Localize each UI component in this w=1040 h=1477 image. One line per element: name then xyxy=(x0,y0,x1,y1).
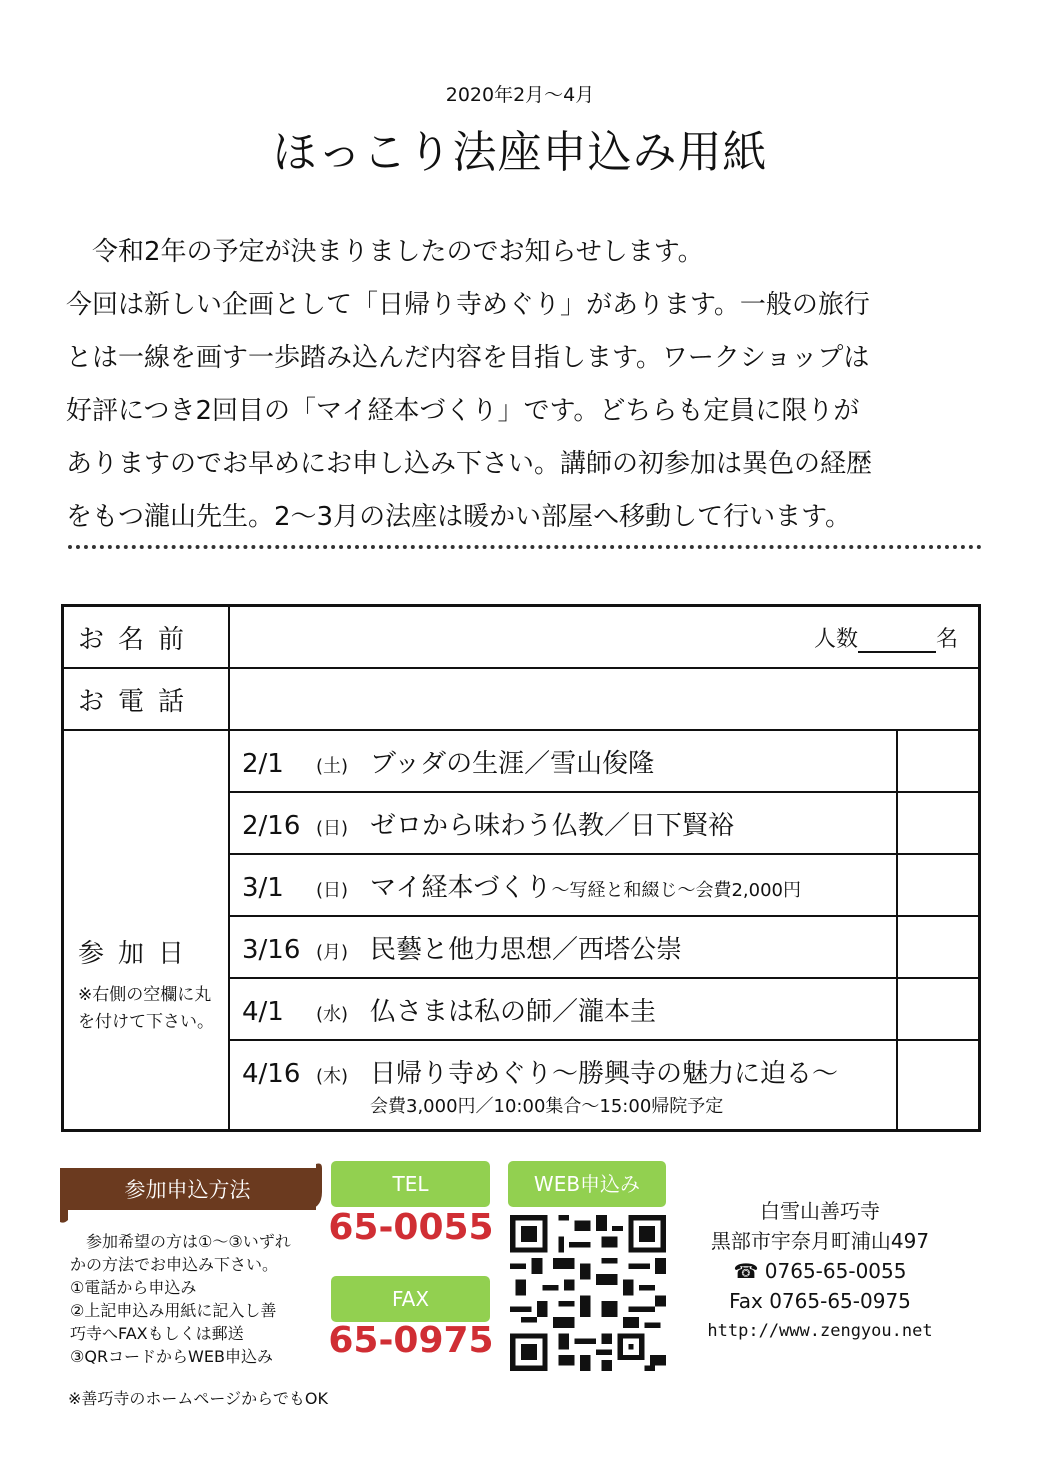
phone-label: お電話 xyxy=(63,668,230,730)
method-instructions xyxy=(70,1230,330,1368)
page-title: ほっこり法座申込み用紙 xyxy=(272,127,768,178)
session-date: 3/1 xyxy=(242,872,284,903)
session-row xyxy=(229,792,897,854)
session-check-box[interactable] xyxy=(897,854,980,916)
date-label: 参加日 xyxy=(78,938,199,969)
session-row xyxy=(229,978,897,1040)
intro-line: 今回は新しい企画として「日帰り寺めぐり」があります。一般の旅行 xyxy=(66,290,870,320)
temple-address: 黒部市宇奈月町浦山497 xyxy=(710,1229,930,1253)
count-field[interactable] xyxy=(858,625,936,653)
session-day: (月) xyxy=(316,941,349,963)
session-title: 仏さまは私の師／瀧本圭 xyxy=(370,996,657,1027)
web-apply-label: WEB申込み xyxy=(508,1161,666,1207)
intro-line: ありますのでお早めにお申し込み下さい。講師の初参加は異色の経歴 xyxy=(66,449,873,479)
session-row xyxy=(229,1040,897,1131)
method-line: ①電話から申込み xyxy=(70,1278,197,1297)
count-unit: 名 xyxy=(935,626,958,652)
temple-name: 白雪山善巧寺 xyxy=(760,1199,880,1223)
fax-number: 65-0975 xyxy=(328,1320,494,1361)
temple-phone[interactable]: ☎ 0765-65-0055 xyxy=(733,1259,907,1283)
session-check-box[interactable] xyxy=(897,730,980,792)
session-day: (土) xyxy=(316,755,349,777)
method-footnote: ※善巧寺のホームページからでもOK xyxy=(68,1389,329,1408)
temple-fax: Fax 0765-65-0975 xyxy=(729,1289,911,1313)
intro-line: とは一線を画す一歩踏み込んだ内容を目指します。ワークショップは xyxy=(66,343,870,373)
session-title: マイ経本づくり xyxy=(370,872,552,903)
date-label-cell xyxy=(63,730,230,1131)
method-line: ③QRコードからWEB申込み xyxy=(70,1347,273,1366)
session-row xyxy=(229,916,897,978)
session-day: (水) xyxy=(316,1003,349,1025)
name-label: お名前 xyxy=(63,606,230,669)
method-line: 参加希望の方は①～③いずれ xyxy=(70,1232,291,1251)
tel-number[interactable]: 65-0055 xyxy=(328,1207,494,1248)
session-title: ブッダの生涯／雪山俊隆 xyxy=(370,748,655,779)
session-date: 4/16 xyxy=(242,1058,301,1089)
session-day: (日) xyxy=(316,879,349,901)
session-day: (日) xyxy=(316,817,349,839)
session-title: ゼロから味わう仏教／日下賢裕 xyxy=(370,810,735,841)
session-date: 3/16 xyxy=(242,934,301,965)
fax-label: FAX xyxy=(331,1276,490,1322)
session-check-box[interactable] xyxy=(897,978,980,1040)
tel-label: TEL xyxy=(331,1161,490,1207)
method-line: ②上記申込み用紙に記入し善 xyxy=(70,1301,277,1320)
session-check-box[interactable] xyxy=(897,792,980,854)
session-title: 日帰り寺めぐり～勝興寺の魅力に迫る～ xyxy=(370,1058,839,1089)
session-check-box[interactable] xyxy=(897,1040,980,1131)
session-check-box[interactable] xyxy=(897,916,980,978)
name-field[interactable] xyxy=(229,606,980,669)
method-line: 巧寺へFAXもしくは郵送 xyxy=(70,1324,244,1343)
application-form xyxy=(61,604,981,1132)
session-extra: ～写経と和綴じ～会費2,000円 xyxy=(551,879,802,901)
session-date: 4/1 xyxy=(242,996,284,1027)
session-title: 民藝と他力思想／西塔公崇 xyxy=(370,934,683,965)
session-date: 2/1 xyxy=(242,748,284,779)
phone-field[interactable] xyxy=(229,668,980,730)
cut-line-divider xyxy=(68,545,982,549)
session-row xyxy=(229,730,897,792)
session-day: (木) xyxy=(316,1065,349,1087)
intro-line: をもつ瀧山先生。2～3月の法座は暖かい部屋へ移動して行います。 xyxy=(66,502,852,532)
intro-line: 好評につき2回目の「マイ経本づくり」です。どちらも定員に限りが xyxy=(66,396,860,426)
count-label: 人数 xyxy=(813,626,858,652)
temple-url-link[interactable]: http://www.zengyou.net xyxy=(707,1321,933,1341)
temple-info xyxy=(690,1196,950,1346)
date-note: ※右側の空欄に丸を付けて下さい。 xyxy=(78,984,214,1032)
qr-code-icon[interactable] xyxy=(510,1215,666,1371)
session-row xyxy=(229,854,897,916)
intro-paragraph xyxy=(66,226,986,544)
method-line: かの方法でお申込み下さい。 xyxy=(70,1255,279,1274)
session-date: 2/16 xyxy=(242,810,301,841)
session-sub: 会費3,000円／10:00集合～15:00帰院予定 xyxy=(370,1095,724,1117)
method-title: 参加申込方法 xyxy=(124,1178,251,1202)
intro-line: 令和2年の予定が決まりましたのでお知らせします。 xyxy=(66,237,704,267)
period-text: 2020年2月～4月 xyxy=(445,84,595,106)
